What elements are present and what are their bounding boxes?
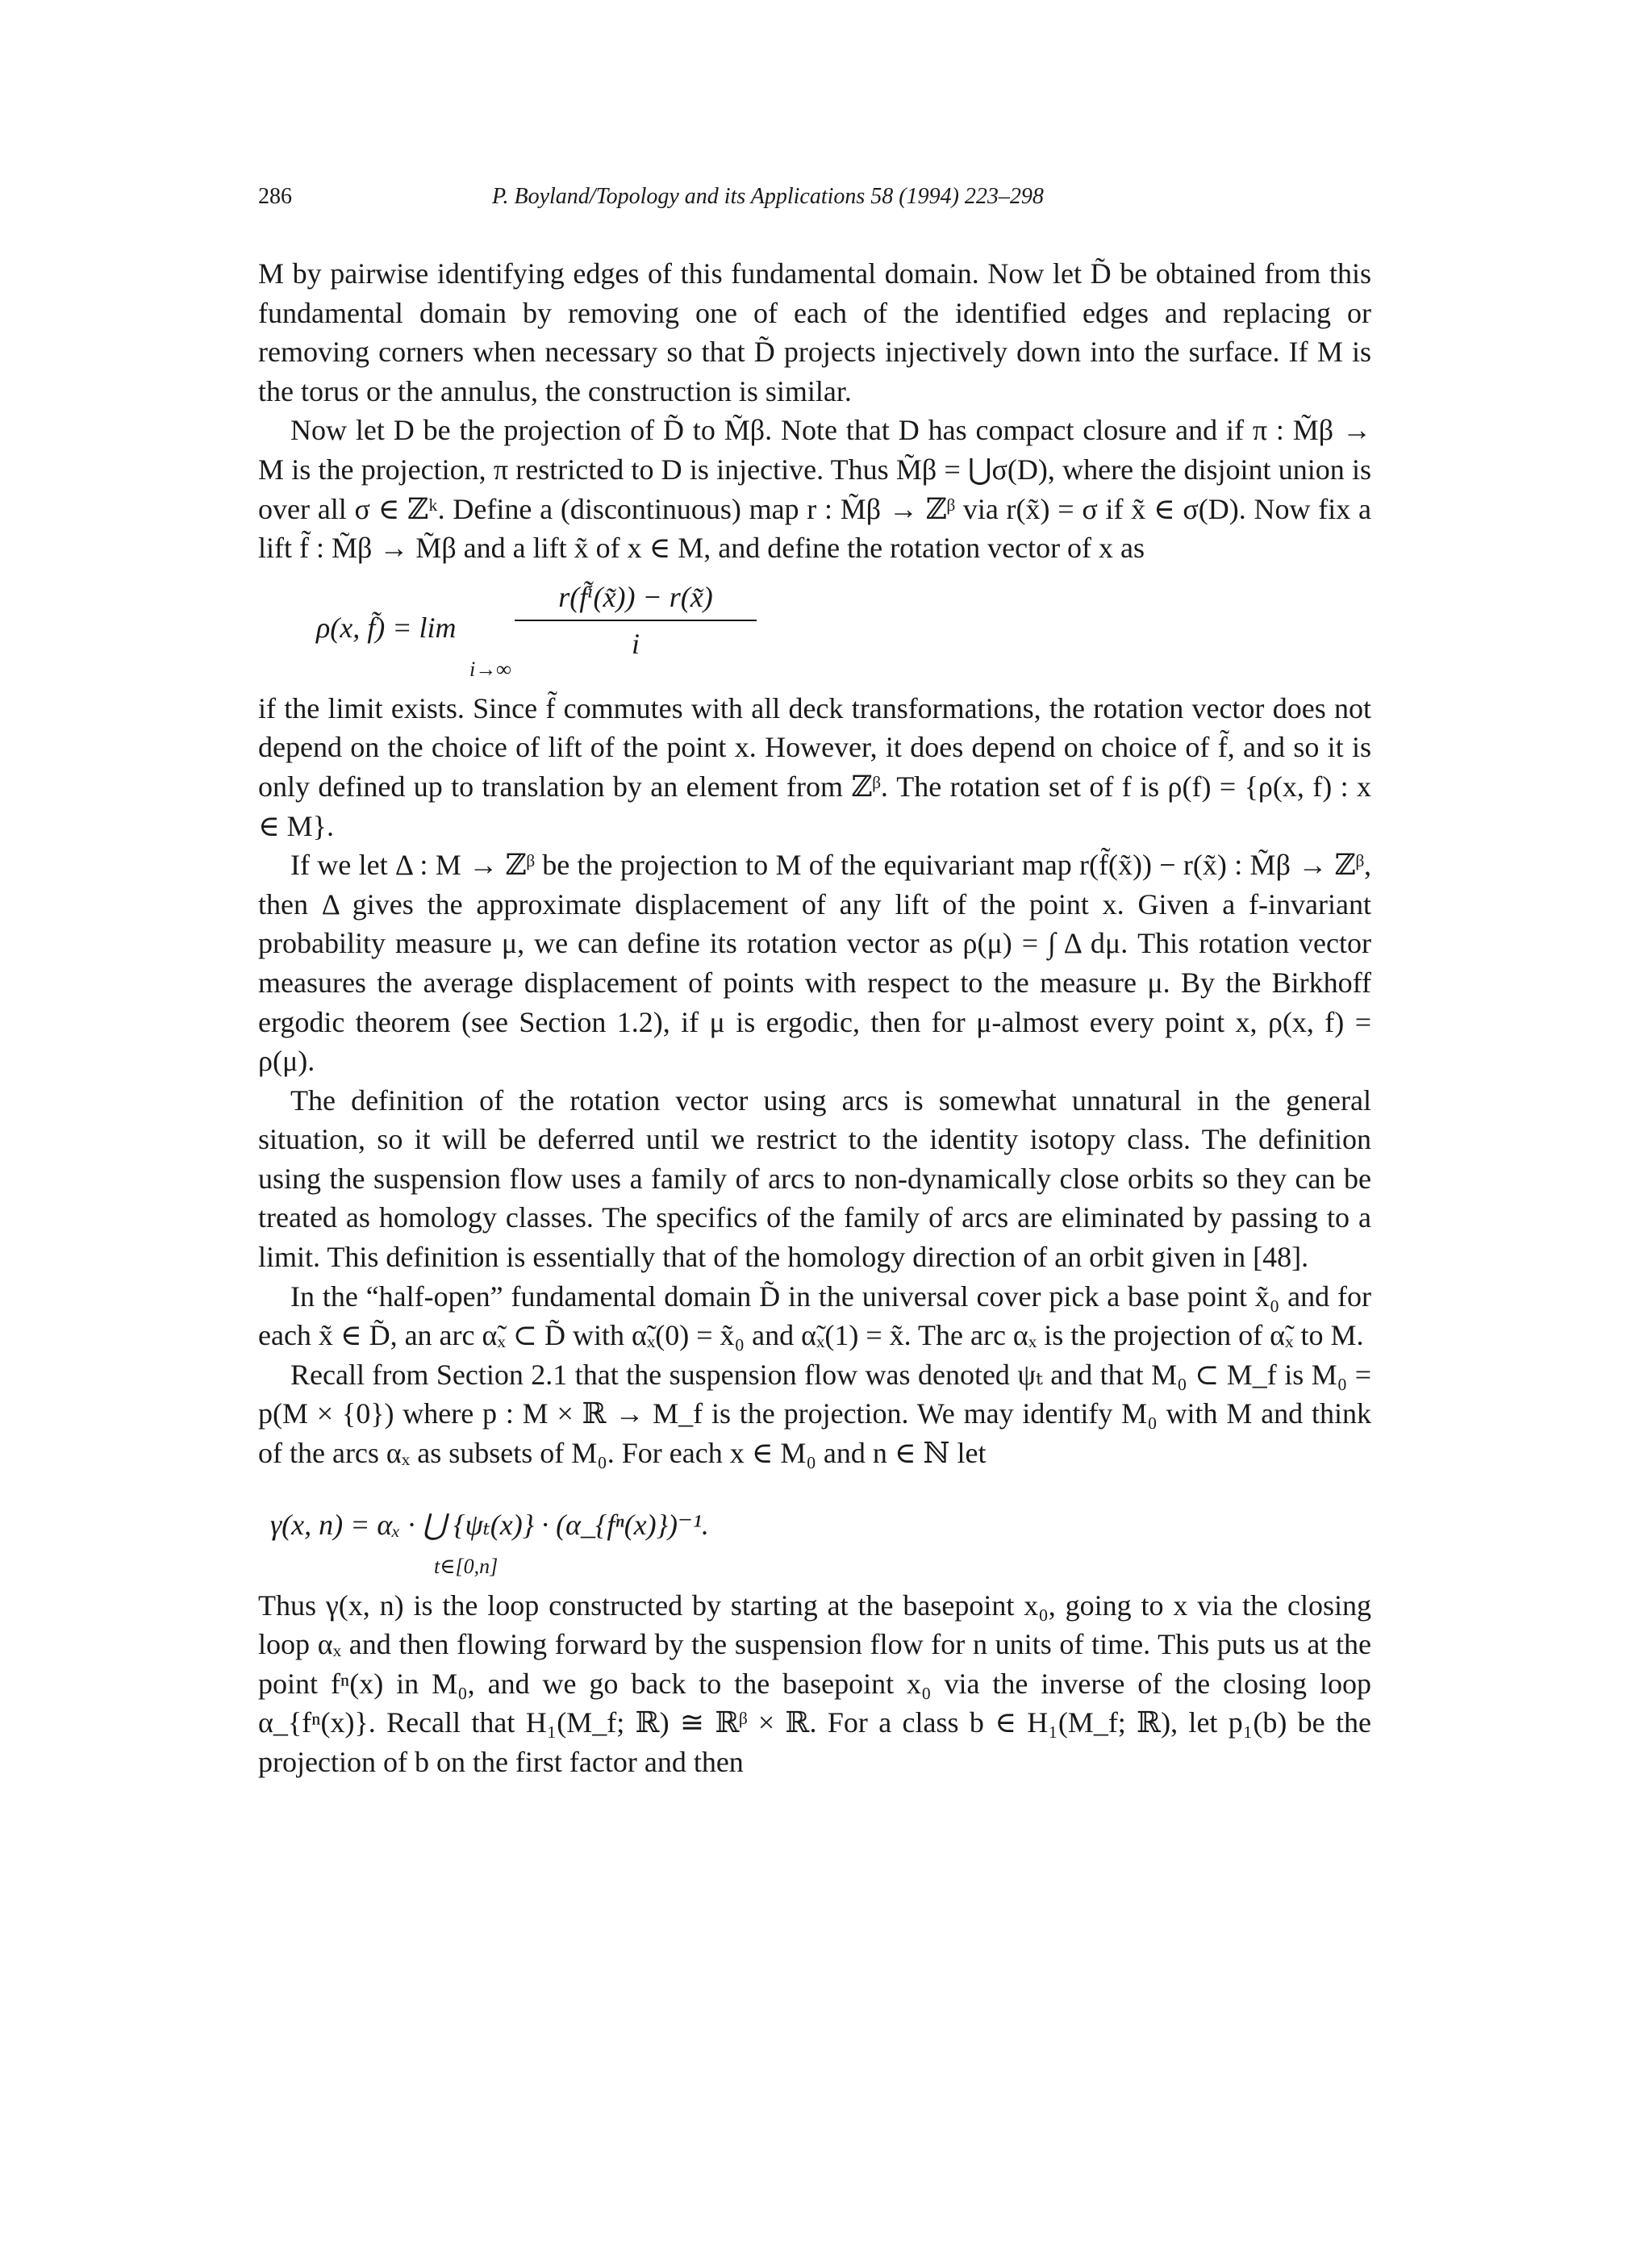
equation-loop-formula: γ(x, n) = αₓ · ⋃ {ψₜ(x)} · (α_{fⁿ(x)})⁻¹. — [270, 1508, 709, 1541]
paragraph: M by pairwise identifying edges of this fundamental domain. Now let D̃ be obtained from this fundamental domain by removing one of each of the identified edges and replacing or removing corners when necessary so that D̃ projects injectively down into the surface. If M is the torus or the annulus, the construction is similar. — [258, 257, 1371, 407]
paragraph: Thus γ(x, n) is the loop constructed by starting at the basepoint x₀, going to x via the closing loop αₓ and then flowing forward by the suspension flow for n units of time. This puts us at the point fⁿ(x) in M₀, and we go back to the basepoint x₀ via the inverse of the closing loop α_{fⁿ(x)}. Recall that H₁(M_f; ℝ) ≅ ℝᵝ × ℝ. For a class b ∈ H₁(M_f; ℝ), let p₁(b) be the projection of b on the first factor and then — [258, 1588, 1371, 1778]
equation-union-subscript: t∈[0,n] — [434, 1554, 499, 1578]
paragraph: In the “half-open” fundamental domain D̃ in the universal cover pick a base point x̃₀ and for each x̃ ∈ D̃, an arc α̃ₓ ⊂ D̃ with α̃ₓ(0) = x̃₀ and α̃ₓ(1) = x̃. The arc αₓ is the projection of α̃ₓ to M. — [258, 1280, 1371, 1352]
page-body — [258, 254, 1371, 1782]
paragraph: Now let D be the projection of D̃ to M̃β. Note that D has compact closure and if π : M̃β → M is the projection, π restricted to D is injective. Thus M̃β = ⋃σ(D), where the disjoint union is over all σ ∈ ℤᵏ. Define a (discontinuous) map r : M̃β → ℤᵝ via r(x̃) = σ if x̃ ∈ σ(D). Now fix a lift f̃ : M̃β → M̃β and a lift x̃ of x ∈ M, and define the rotation vector of x as — [258, 414, 1371, 565]
paragraph: If we let Δ : M → ℤᵝ be the projection to M of the equivariant map r(f̃(x̃)) − r(x̃) : M̃β → ℤᵝ, then Δ gives the approximate displacement of any lift of the point x. Given a f-invariant probability measure μ, we can define its rotation vector as ρ(μ) = ∫ Δ dμ. This rotation vector measures the average displacement of points with respect to the measure μ. By the Birkhoff ergodic theorem (see Section 1.2), if μ is ergodic, then for μ-almost every point x, ρ(x, f) = ρ(μ). — [258, 849, 1371, 1078]
equation-lhs: ρ(x, f̃) = lim — [316, 611, 457, 644]
paragraph: The definition of the rotation vector using arcs is somewhat unnatural in the general situation, so it will be deferred until we restrict to the identity isotopy class. The definition using the suspension flow uses a family of arcs to non-dynamically close orbits so they can be treated as homology classes. The specifics of the family of arcs are eliminated by passing to a limit. This definition is essentially that of the homology direction of an orbit given in [48]. — [258, 1083, 1371, 1274]
equation-numerator: r(f̃ⁱ(x̃)) − r(x̃) — [558, 580, 713, 613]
display-equation-loop — [258, 1473, 1371, 1586]
display-equation-rotation-vector — [258, 568, 1371, 689]
equation-denominator: i — [631, 627, 640, 660]
running-title: P. Boyland/Topology and its Applications 58 (1994) 223–298 — [492, 184, 1044, 209]
page-number: 286 — [258, 184, 292, 209]
fraction-line — [515, 620, 757, 621]
paragraph: if the limit exists. Since f̃ commutes with all deck transformations, the rotation vector does not depend on the choice of lift of the point x. However, it does depend on choice of f̃, and so it is only defined up to translation by an element from ℤᵝ. The rotation set of f is ρ(f) = {ρ(x, f) : x ∈ M}. — [258, 691, 1371, 842]
equation-limit-subscript: i→∞ — [469, 657, 511, 681]
paragraph: Recall from Section 2.1 that the suspension flow was denoted ψₜ and that M₀ ⊂ M_f is M₀ = p(M × {0}) where p : M × ℝ → M_f is the projection. We may identify M₀ with M and think of the arcs αₓ as subsets of M₀. For each x ∈ M₀ and n ∈ ℕ let — [258, 1358, 1371, 1470]
